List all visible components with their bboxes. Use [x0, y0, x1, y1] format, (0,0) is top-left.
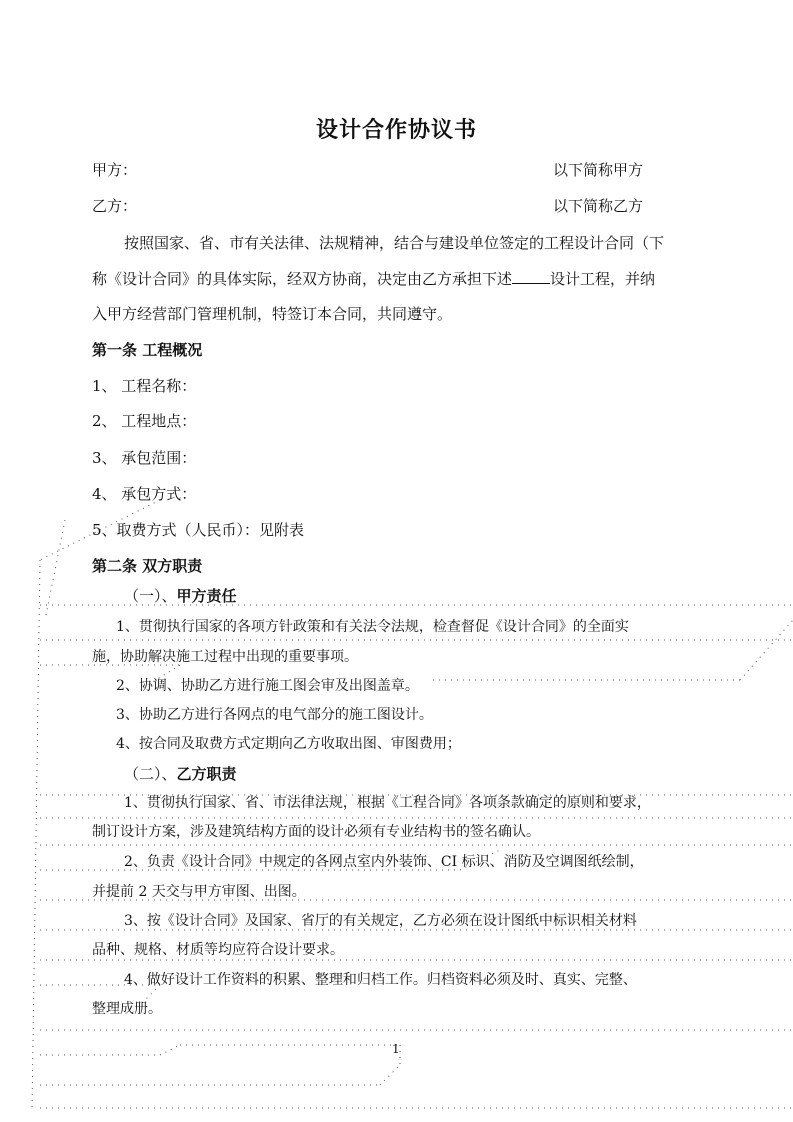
section-b-item: 4、做好设计工作资料的积累、整理和归档工作。归档资料必须及时、真实、完整、 [124, 972, 637, 988]
section-a-title: 甲方责任 [176, 587, 237, 605]
article-1-item: 4、 承包方式： [92, 485, 197, 503]
article-1-item: 1、 工程名称： [92, 377, 197, 395]
intro-paragraph-line: 入甲方经营部门管理机制，特签订本合同，共同遵守。 [92, 305, 453, 323]
party-b-label: 乙方： [92, 197, 138, 215]
party-b-alias: 以下简称乙方 [553, 197, 644, 215]
section-b-item: 2、负责《设计合同》中规定的各网点室内外装饰、CI 标识、消防及空调图纸绘制， [124, 854, 644, 870]
document-title: 设计合作协议书 [315, 117, 477, 143]
article-2-heading: 第二条 双方职责 [92, 557, 203, 575]
party-a-alias: 以下简称甲方 [553, 161, 644, 179]
section-b-item: 并提前 2 天交与甲方审图、出图。 [92, 884, 306, 900]
intro-paragraph-line: 按照国家、省、市有关法律、法规精神，结合与建设单位签定的工程设计合同（下 [124, 234, 665, 252]
article-1-item: 3、 承包范围： [92, 449, 197, 467]
section-b-item: 品种、规格、材质等均应符合设计要求。 [92, 942, 344, 958]
section-a-item: 施，协助解决施工过程中出现的重要事项。 [92, 649, 358, 665]
section-b-item: 制订设计方案，涉及建筑结构方面的设计必须有专业结构书的签名确认。 [92, 824, 540, 840]
intro-paragraph-line [92, 269, 655, 289]
section-a-item: 1、贯彻执行国家的各项方针政策和有关法令法规，检查督促《设计合同》的全面实 [116, 619, 629, 635]
section-b-prefix: （二）、 [124, 765, 177, 783]
blank-fill-line [512, 269, 550, 284]
intro-text: 设计工程，并纳 [550, 270, 656, 288]
section-b-title: 乙方职责 [176, 765, 237, 783]
intro-text: 称《设计合同》的具体实际，经双方协商，决定由乙方承担下述 [92, 270, 513, 288]
article-1-item: 5、取费方式（人民币）：见附表 [92, 521, 305, 539]
section-b-heading [124, 764, 237, 784]
section-a-heading [124, 586, 237, 606]
party-a-label: 甲方： [92, 161, 138, 179]
section-a-prefix: （一）、 [124, 587, 177, 605]
section-a-item: 3、协助乙方进行各网点的电气部分的施工图设计。 [116, 707, 433, 723]
article-1-item: 2、 工程地点： [92, 412, 197, 430]
section-a-item: 4、按合同及取费方式定期向乙方收取出图、审图费用； [116, 736, 461, 752]
section-b-item: 1、贯彻执行国家、省、市法律法规，根据《工程合同》各项条款确定的原则和要求， [124, 795, 651, 811]
article-1-heading: 第一条 工程概况 [92, 341, 203, 359]
section-b-item: 3、按《设计合同》及国家、省厅的有关规定，乙方必须在设计图纸中标识相关材料 [124, 913, 637, 929]
section-b-item: 整理成册。 [92, 1001, 162, 1017]
page-number: 1 [392, 1042, 400, 1056]
section-a-item: 2、协调、协助乙方进行施工图会审及出图盖章。 [116, 678, 419, 694]
